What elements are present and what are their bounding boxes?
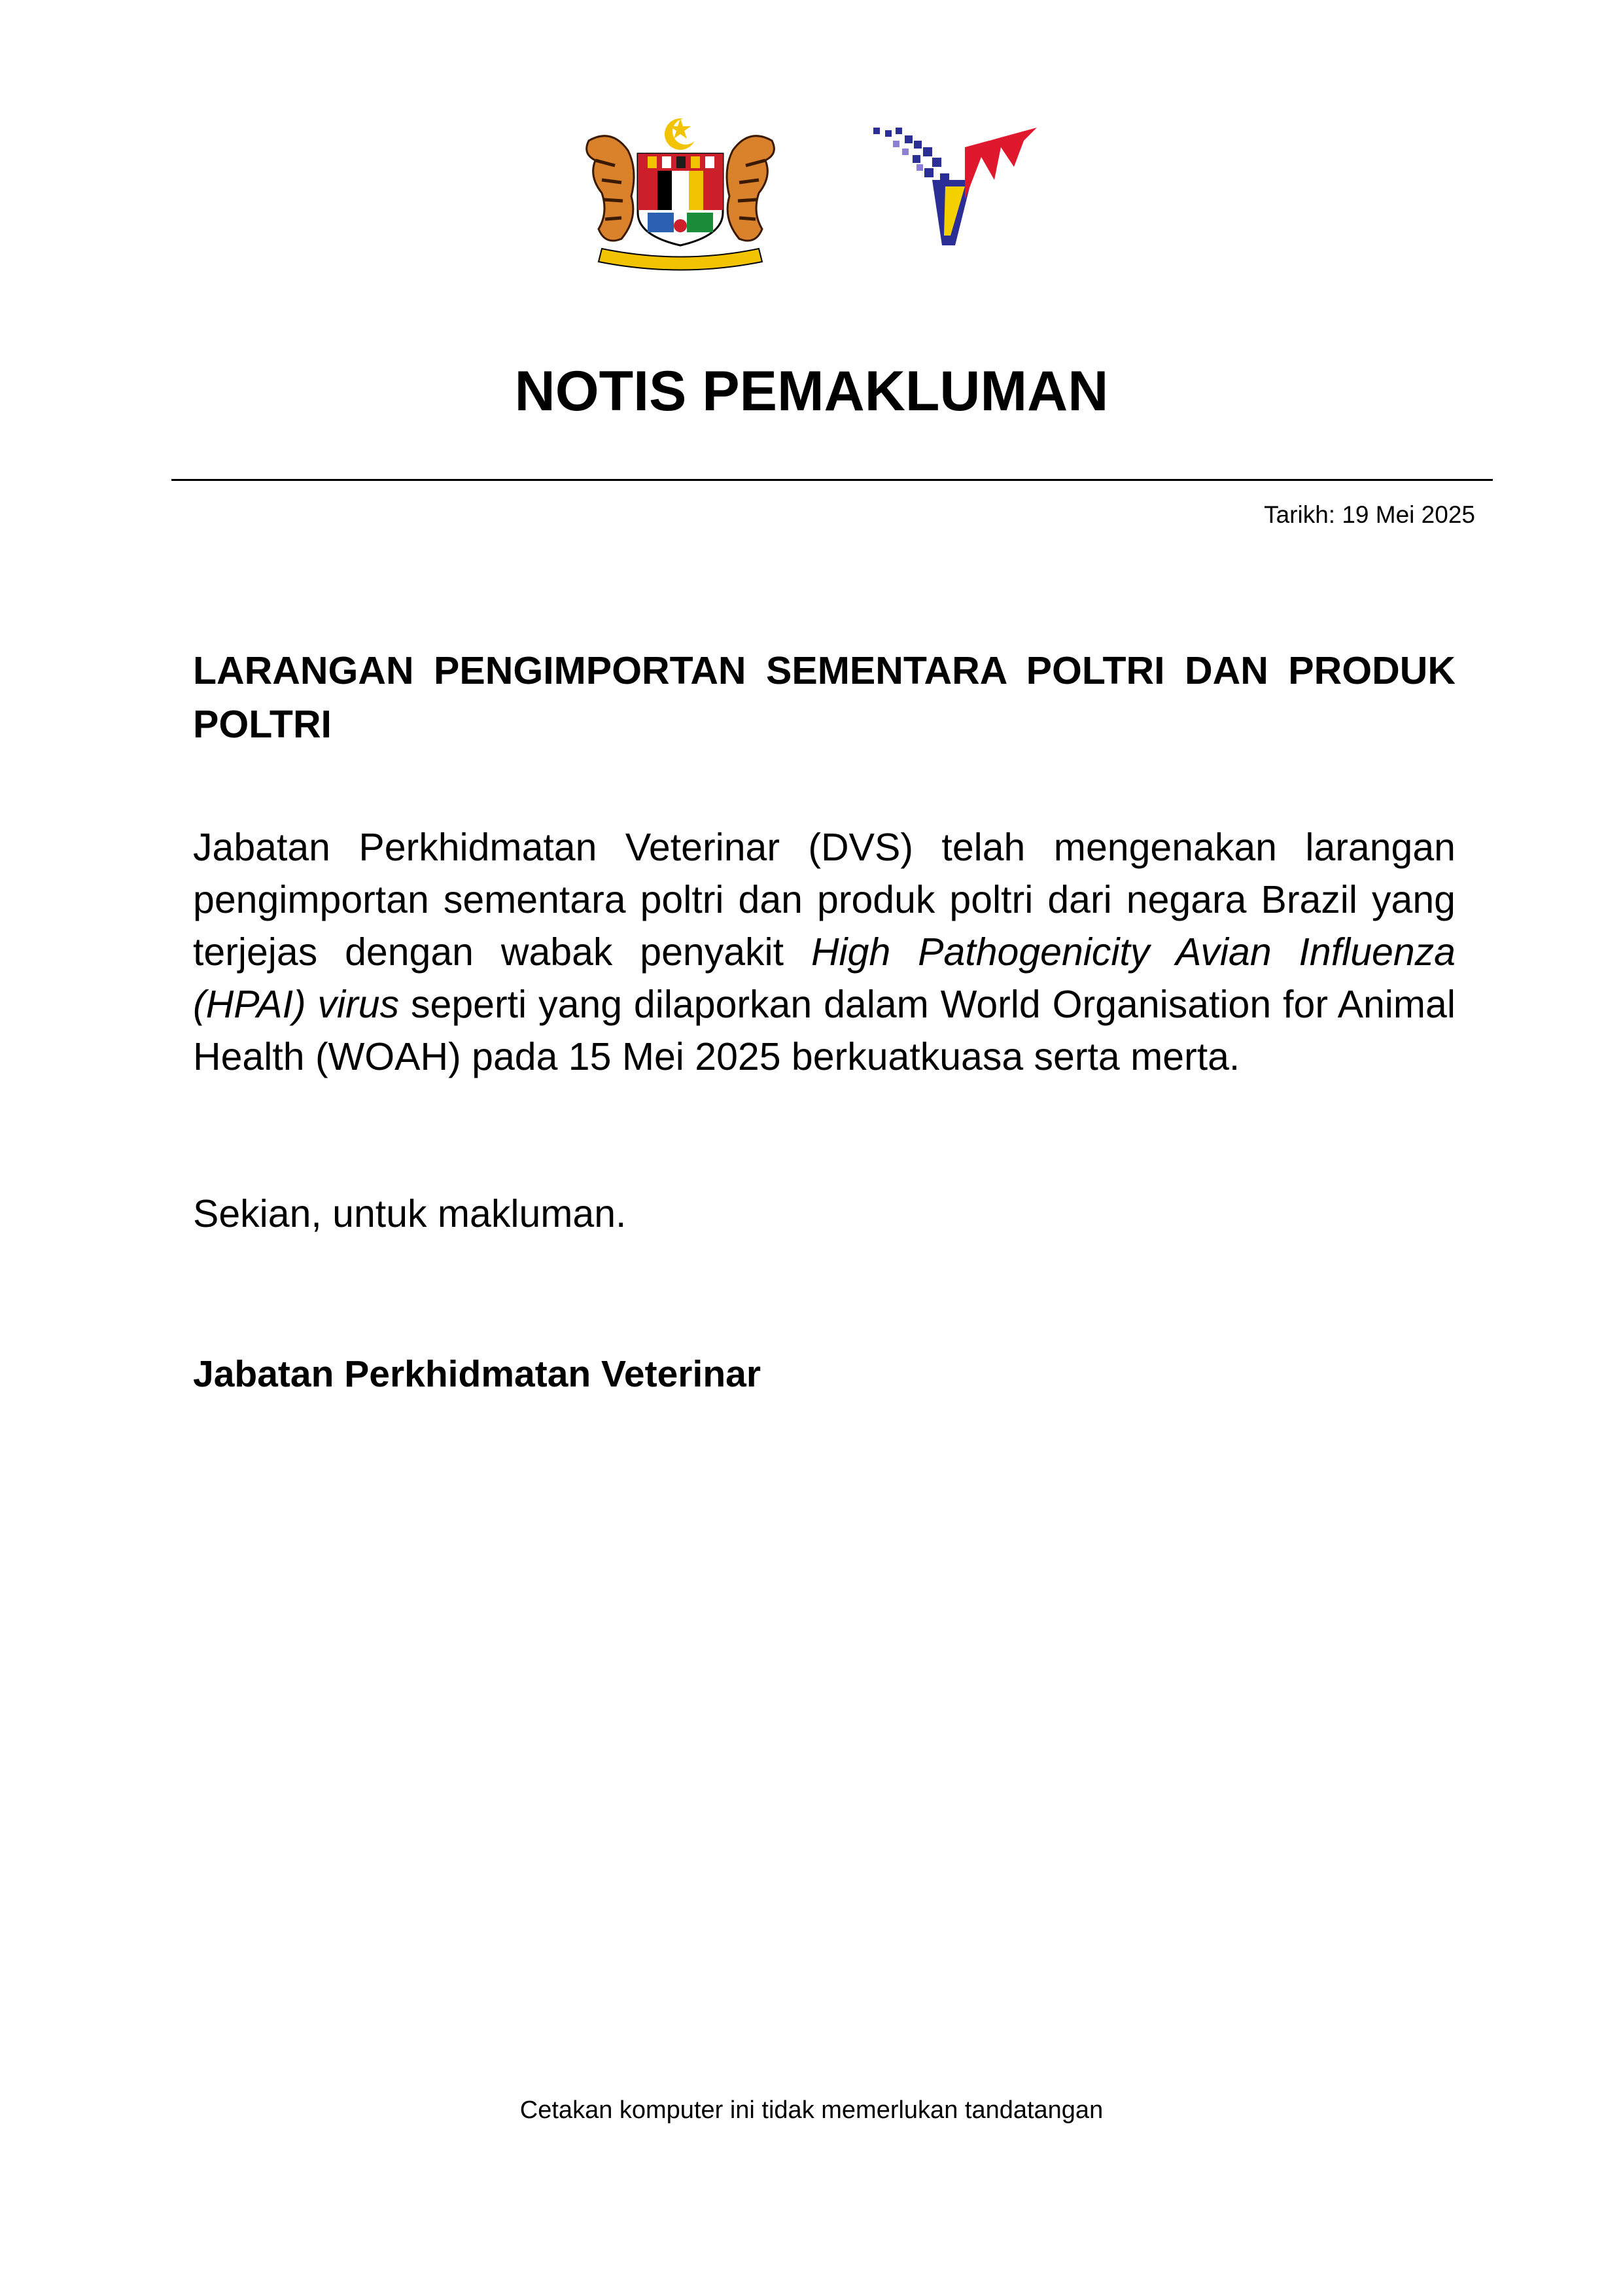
- footer-note: Cetakan komputer ini tidak memerlukan tandatangan: [519, 2096, 1104, 2124]
- malaysia-coat-of-arms-icon: [576, 115, 785, 272]
- notice-body: [193, 821, 1456, 1083]
- notice-body-part2: seperti yang dilaporkan dalam World Organisation for Animal Health (WOAH) pada 15 Mei 2025 berkuatkuasa serta merta.: [193, 983, 1456, 1078]
- header-divider: [171, 479, 1493, 481]
- notice-body-part1: Jabatan Perkhidmatan Veterinar (DVS) telah mengenakan larangan pengimportan sementara poltri dan produk poltri dari negara Brazil yang terjejas dengan wabak penyakit: [193, 826, 1456, 974]
- notice-subject: LARANGAN PENGIMPORTAN SEMENTARA POLTRI DAN PRODUK POLTRI: [193, 649, 1456, 746]
- notice-closing: Sekian, untuk makluman.: [193, 1192, 627, 1235]
- notice-date: Tarikh: 19 Mei 2025: [1264, 501, 1475, 528]
- notice-body-italic: High Pathogenicity Avian Influenza (HPAI) virus: [193, 930, 1456, 1026]
- notice-signatory: Jabatan Perkhidmatan Veterinar: [193, 1353, 761, 1395]
- notice-title: NOTIS PEMAKLUMAN: [514, 360, 1109, 423]
- dvs-logo-icon: [867, 121, 1043, 252]
